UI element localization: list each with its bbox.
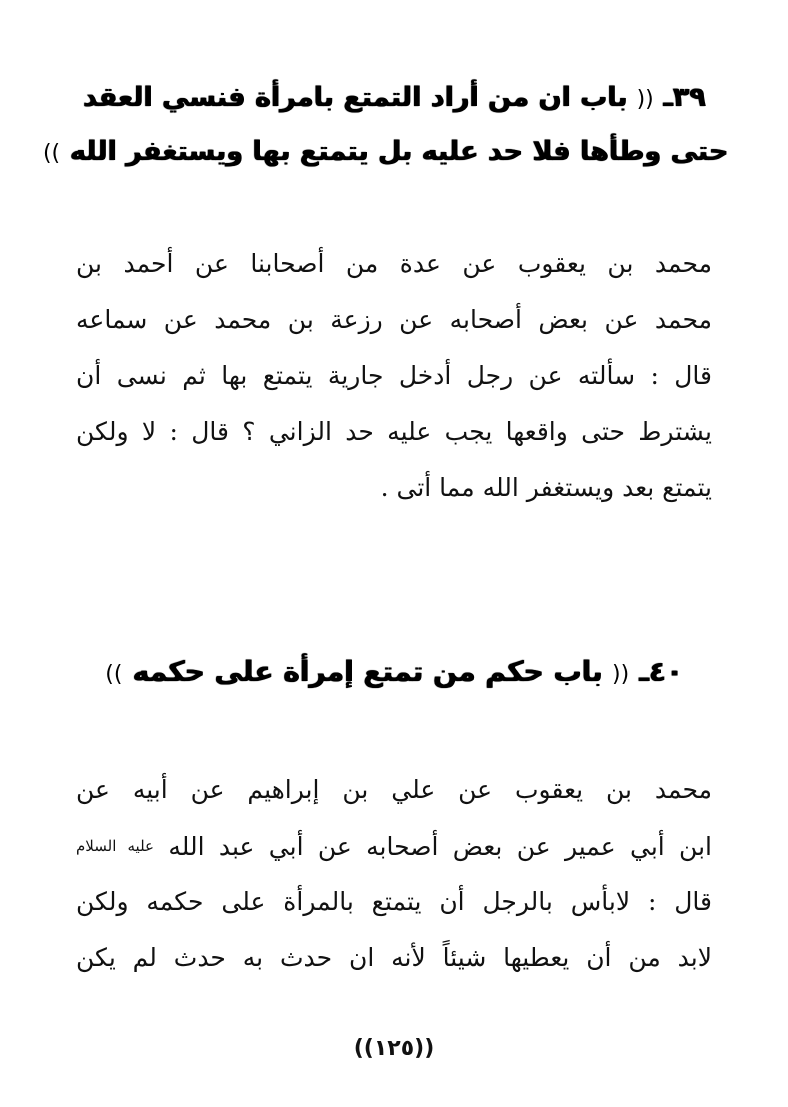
- honorific-symbol: عليه السلام: [76, 837, 154, 855]
- chapter-40-close-bracket: )): [105, 662, 123, 687]
- chapter-39-paragraph-line-5: يتمتع بعد ويستغفر الله مما أتى .: [380, 473, 712, 502]
- chapter-40-title-line-1: باب حكم من تمتع إمرأة على حكمه: [132, 655, 603, 688]
- chapter-40-paragraph-line-2-wrap: [76, 818, 712, 874]
- chapter-40-heading-line-1: [60, 646, 728, 701]
- chapter-39-paragraph-line-3: قال : سألته عن رجل أدخل جارية يتمتع بها ثم نسى أن: [76, 361, 712, 390]
- chapter-40-open-bracket: ((: [612, 662, 630, 687]
- chapter-39-title-line-2: حتى وطأها فلا حد عليه بل يتمتع بها ويستغفر الله: [69, 136, 728, 167]
- chapter-39-open-bracket: ((: [636, 87, 654, 112]
- chapter-40-paragraph-line-2: ابن أبي عمير عن بعض أصحابه عن أبي عبد الله: [168, 832, 712, 861]
- chapter-39-close-bracket: )): [42, 141, 61, 166]
- chapter-40-heading: [60, 646, 728, 701]
- chapter-39-paragraph-line-1: محمد بن يعقوب عن عدة من أصحابنا عن أحمد بن: [76, 249, 712, 278]
- chapter-39-paragraph-line-4: يشترط حتى واقعها يجب عليه حد الزاني ؟ قال : لا ولكن: [76, 417, 712, 446]
- chapter-40-paragraph-line-3: قال : لابأس بالرجل أن يتمتع بالمرأة على حكمه ولكن: [76, 887, 712, 916]
- chapter-39-number: ٣٩ـ: [663, 82, 706, 113]
- chapter-39-paragraph-line-2: محمد عن بعض أصحابه عن رزعة بن محمد عن سماعه: [76, 305, 712, 334]
- chapter-40-number: ٤٠ـ: [638, 655, 683, 688]
- chapter-40-paragraph-line-4: لابد من أن يعطيها شيئاً لأنه ان حدث به حدث لم يكن: [76, 943, 712, 972]
- chapter-39-heading-line-2: [42, 126, 728, 180]
- chapter-40-paragraph-line-1: محمد بن يعقوب عن علي بن إبراهيم عن أبيه عن: [76, 775, 712, 804]
- chapter-39-title-line-1: باب ان من أراد التمتع بامرأة فنسي العقد: [82, 82, 628, 113]
- chapter-39-heading: [42, 72, 728, 180]
- chapter-40-paragraph: [76, 762, 712, 986]
- chapter-39-heading-line-1: [60, 72, 728, 126]
- chapter-39-paragraph: [76, 236, 712, 516]
- page-number: ((١٢٥)): [353, 1036, 435, 1061]
